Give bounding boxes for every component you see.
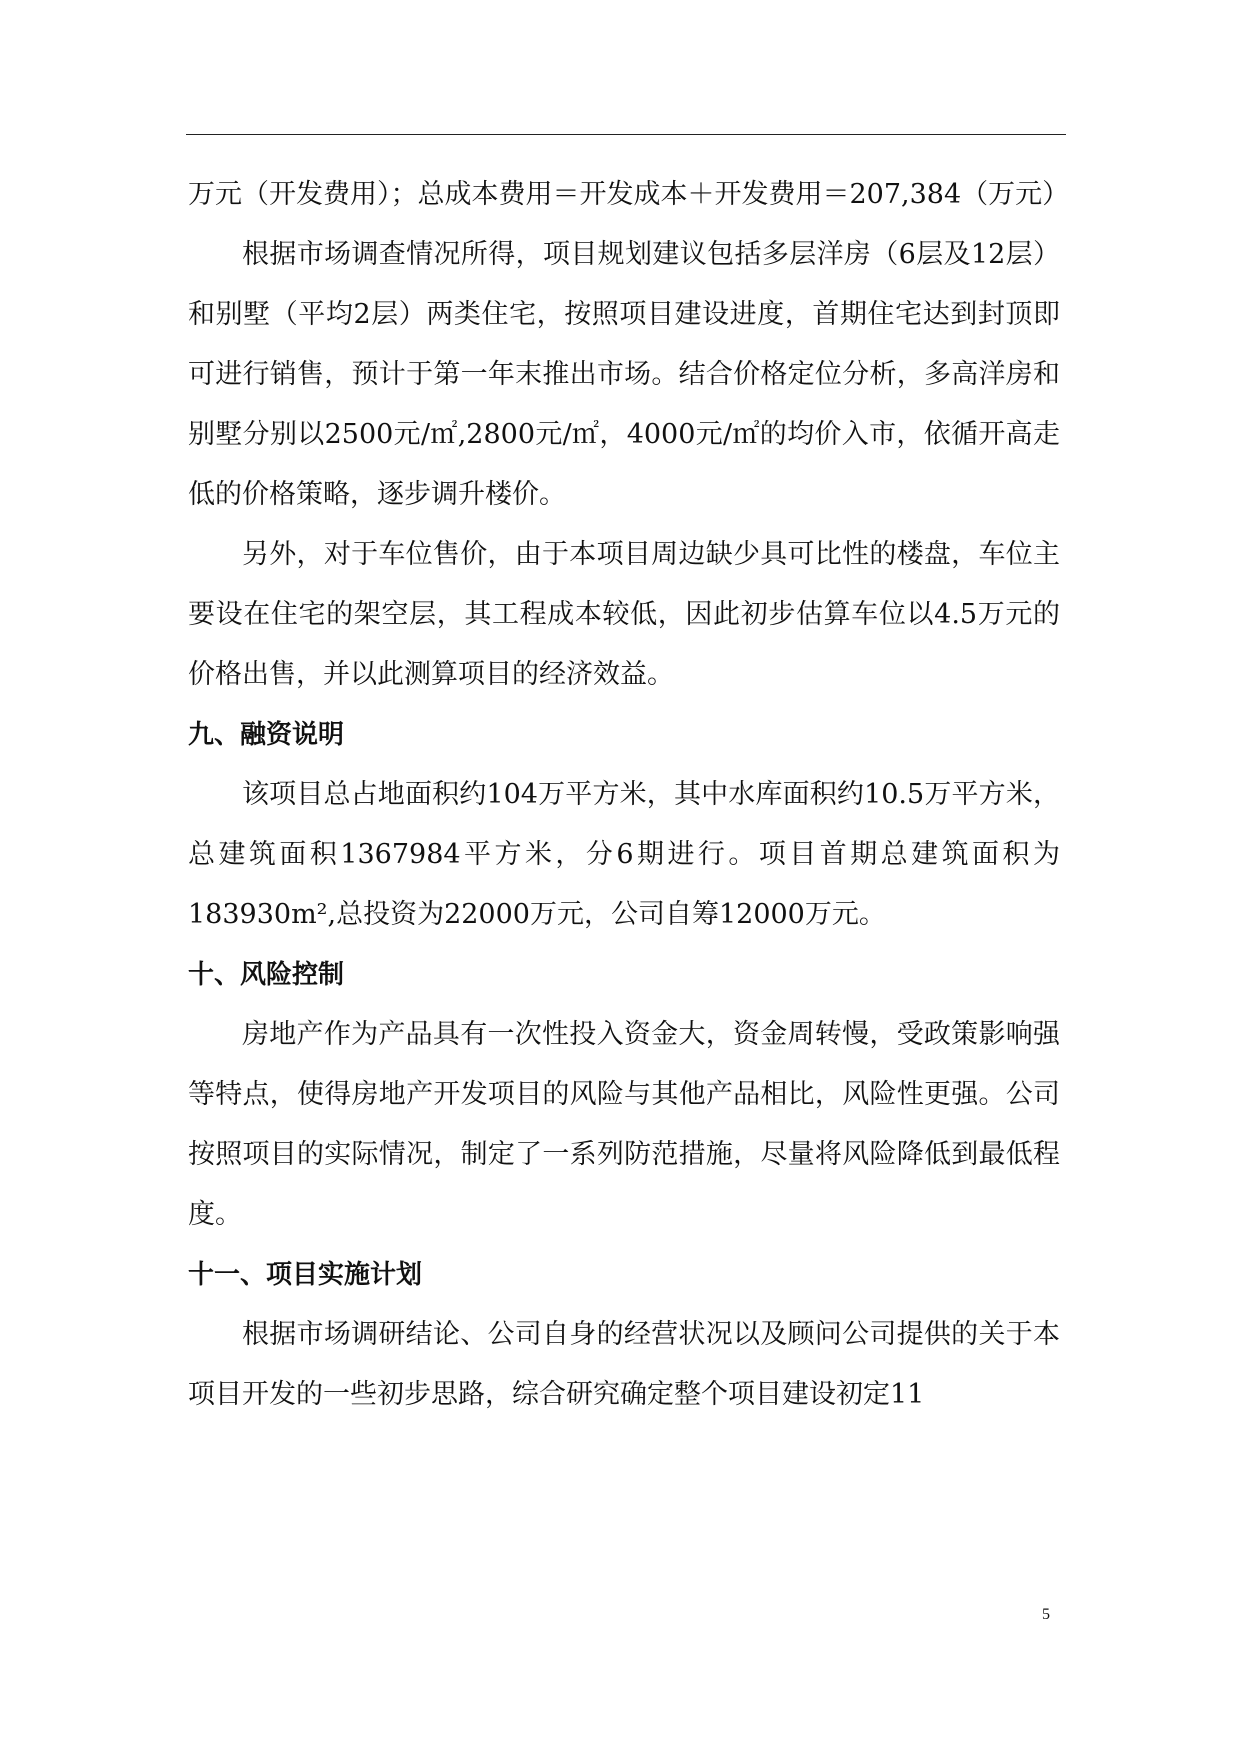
heading-risk-control: 十、风险控制 (188, 960, 345, 990)
paragraph-financing: 该项目总占地面积约104万平方米，其中水库面积约10.5万平方米，总建筑面积1367984平方米，分6期进行。项目首期总建筑面积为183930m²,总投资为22000万元，公司自筹12000万元。 (188, 779, 1060, 930)
paragraph-risk-control: 房地产作为产品具有一次性投入资金大，资金周转慢，受政策影响强等特点，使得房地产开发项目的风险与其他产品相比，风险性更强。公司按照项目的实际情况，制定了一系列防范措施，尽量将风险降低到最低程度。 (188, 1019, 1060, 1230)
header-rule (186, 134, 1066, 135)
paragraph-pricing: 根据市场调查情况所得，项目规划建议包括多层洋房（6层及12层）和别墅（平均2层）两类住宅，按照项目建设进度，首期住宅达到封顶即可进行销售，预计于第一年末推出市场。结合价格定位分析，多高洋房和别墅分别以2500元/㎡,2800元/㎡，4000元/㎡的均价入市，依循开高走低的价格策略，逐步调升楼价。 (188, 239, 1060, 510)
heading-implementation-plan: 十一、项目实施计划 (188, 1260, 423, 1290)
paragraph-implementation-plan: 根据市场调研结论、公司自身的经营状况以及顾问公司提供的关于本项目开发的一些初步思路，综合研究确定整个项目建设初定11 (188, 1319, 1060, 1410)
paragraph-parking: 另外，对于车位售价，由于本项目周边缺少具可比性的楼盘，车位主要设在住宅的架空层，其工程成本较低，因此初步估算车位以4.5万元的价格出售，并以此测算项目的经济效益。 (188, 539, 1060, 690)
heading-financing: 九、融资说明 (188, 720, 345, 750)
paragraph-cost-continuation: 万元（开发费用）；总成本费用＝开发成本＋开发费用＝207,384（万元） (188, 179, 1070, 210)
document-body (188, 165, 1070, 1425)
page-number: 5 (1042, 1606, 1050, 1623)
